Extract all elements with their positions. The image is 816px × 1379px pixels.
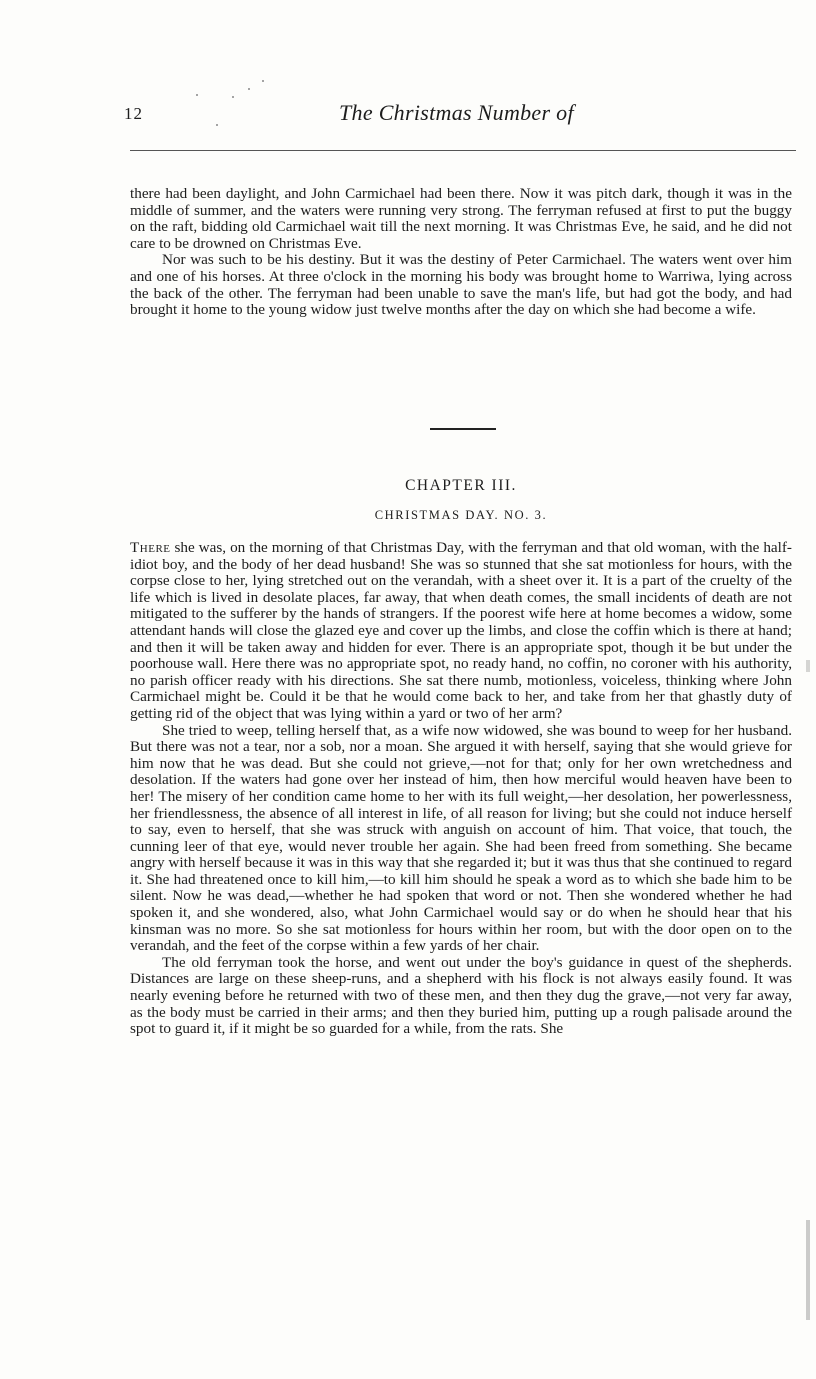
opening-word: There — [130, 539, 171, 556]
paragraph: The old ferryman took the horse, and went out under the boy's guidance in quest of the shepherds. Distances are large on these sheep-runs, and a shepherd with his flock is not always easily found. It was nearly evening before he returned with two of these men, and then they dug the grave,—not very far away, as the body must be carried in their arms; and then they buried him, putting up a rough palisade around the spot to guard it, if it might be so guarded for a while, from the rats. She — [130, 953, 792, 1038]
paragraph: She tried to weep, telling herself that, as a wife now widowed, she was bound to weep for her husband. But there was not a tear, nor a sob, nor a moan. She argued it with herself, saying that she would grieve for him now that he was dead. But she could not grieve,—not for that; only for her own wretchedness and desolation. If the waters had gone over her instead of him, then how merciful would heaven have been to her! The misery of her condition came home to her with its full weight,—her desolation, her powerlessness, her friendlessness, the absence of all interest in life, of all reason for living; but she could not induce herself to say, even to herself, that she was struck with anguish on account of him. That voice, that touch, the cunning leer of that eye, would never trouble her again. She had been freed from something. She became angry with herself because it was in this way that she regarded it; but it was thus that she continued to regard it. She had threatened once to kill him,—to kill him should he speak a word as to which she bade him to be silent. Now he was dead,—whether he had spoken that word or not. Then she wondered whether he had spoken it, and she wondered, also, what John Carmichael would say or do when he should hear that his kinsman was no more. So she sat motionless for hours within her room, but with the door open on to the verandah, and the feet of the corpse within a few yards of her chair. — [130, 721, 792, 955]
print-speck — [262, 80, 264, 82]
print-speck — [232, 96, 234, 98]
page-edge-mark — [806, 1220, 810, 1320]
chapter-text — [130, 540, 792, 1038]
paragraph-text: she was, on the morning of that Christmas Day, with the ferryman and that old woman, with the half-idiot boy, and the body of her dead husband! She was so stunned that she sat motionless for hours, with the corpse close to her, lying stretched out on the verandah, with a sheet over it. It is a part of the cruelty of the life which is lived in desolate places, far away, that when death comes, the small incidents of death are not mitigated to the sufferer by the hands of strangers. If the poorest wife here at home becomes a widow, some attendant hands will close the glazed eye and cover up the limbs, and close the coffin which is there at hand; and then it will be taken away and hidden for ever. There is an appropriate spot, though it be but under the poorhouse wall. Here there was no appropriate spot, no ready hand, no coffin, no coroner with his authority, no parish officer ready with his directions. She sat there numb, motionless, voiceless, thinking where John Carmichael might be. Could it be that he would come back to her, and take from her that ghastly duty of getting rid of the object that was lying within a yard or two of her arm? — [130, 539, 792, 722]
page-edge-mark — [806, 660, 810, 672]
paragraph — [130, 540, 792, 723]
print-speck — [216, 124, 218, 126]
continued-text — [130, 186, 792, 319]
page-number: 12 — [124, 104, 143, 123]
section-divider — [430, 428, 496, 430]
running-title: The Christmas Number of — [339, 100, 574, 125]
paragraph: there had been daylight, and John Carmichael had been there. Now it was pitch dark, though it was in the middle of summer, and the waters were running very strong. The ferryman refused at first to put the buggy on the raft, bidding old Carmichael wait till the next morning. It was Christmas Eve, he said, and he did not care to be drowned on Christmas Eve. — [130, 185, 792, 252]
running-head — [124, 100, 796, 134]
header-rule — [130, 150, 796, 151]
print-speck — [248, 88, 250, 90]
chapter-subtitle: CHRISTMAS DAY. NO. 3. — [374, 508, 548, 522]
paragraph: Nor was such to be his destiny. But it was the destiny of Peter Carmichael. The waters went over him and one of his horses. At three o'clock in the morning his body was brought home to Warriwa, lying across the back of the other. The ferryman had been unable to save the man's life, but had got the body, and had brought it home to the young widow just twelve months after the day on which she had become a wife. — [130, 251, 792, 319]
chapter-title: CHAPTER III. — [405, 477, 517, 494]
print-speck — [196, 94, 198, 96]
